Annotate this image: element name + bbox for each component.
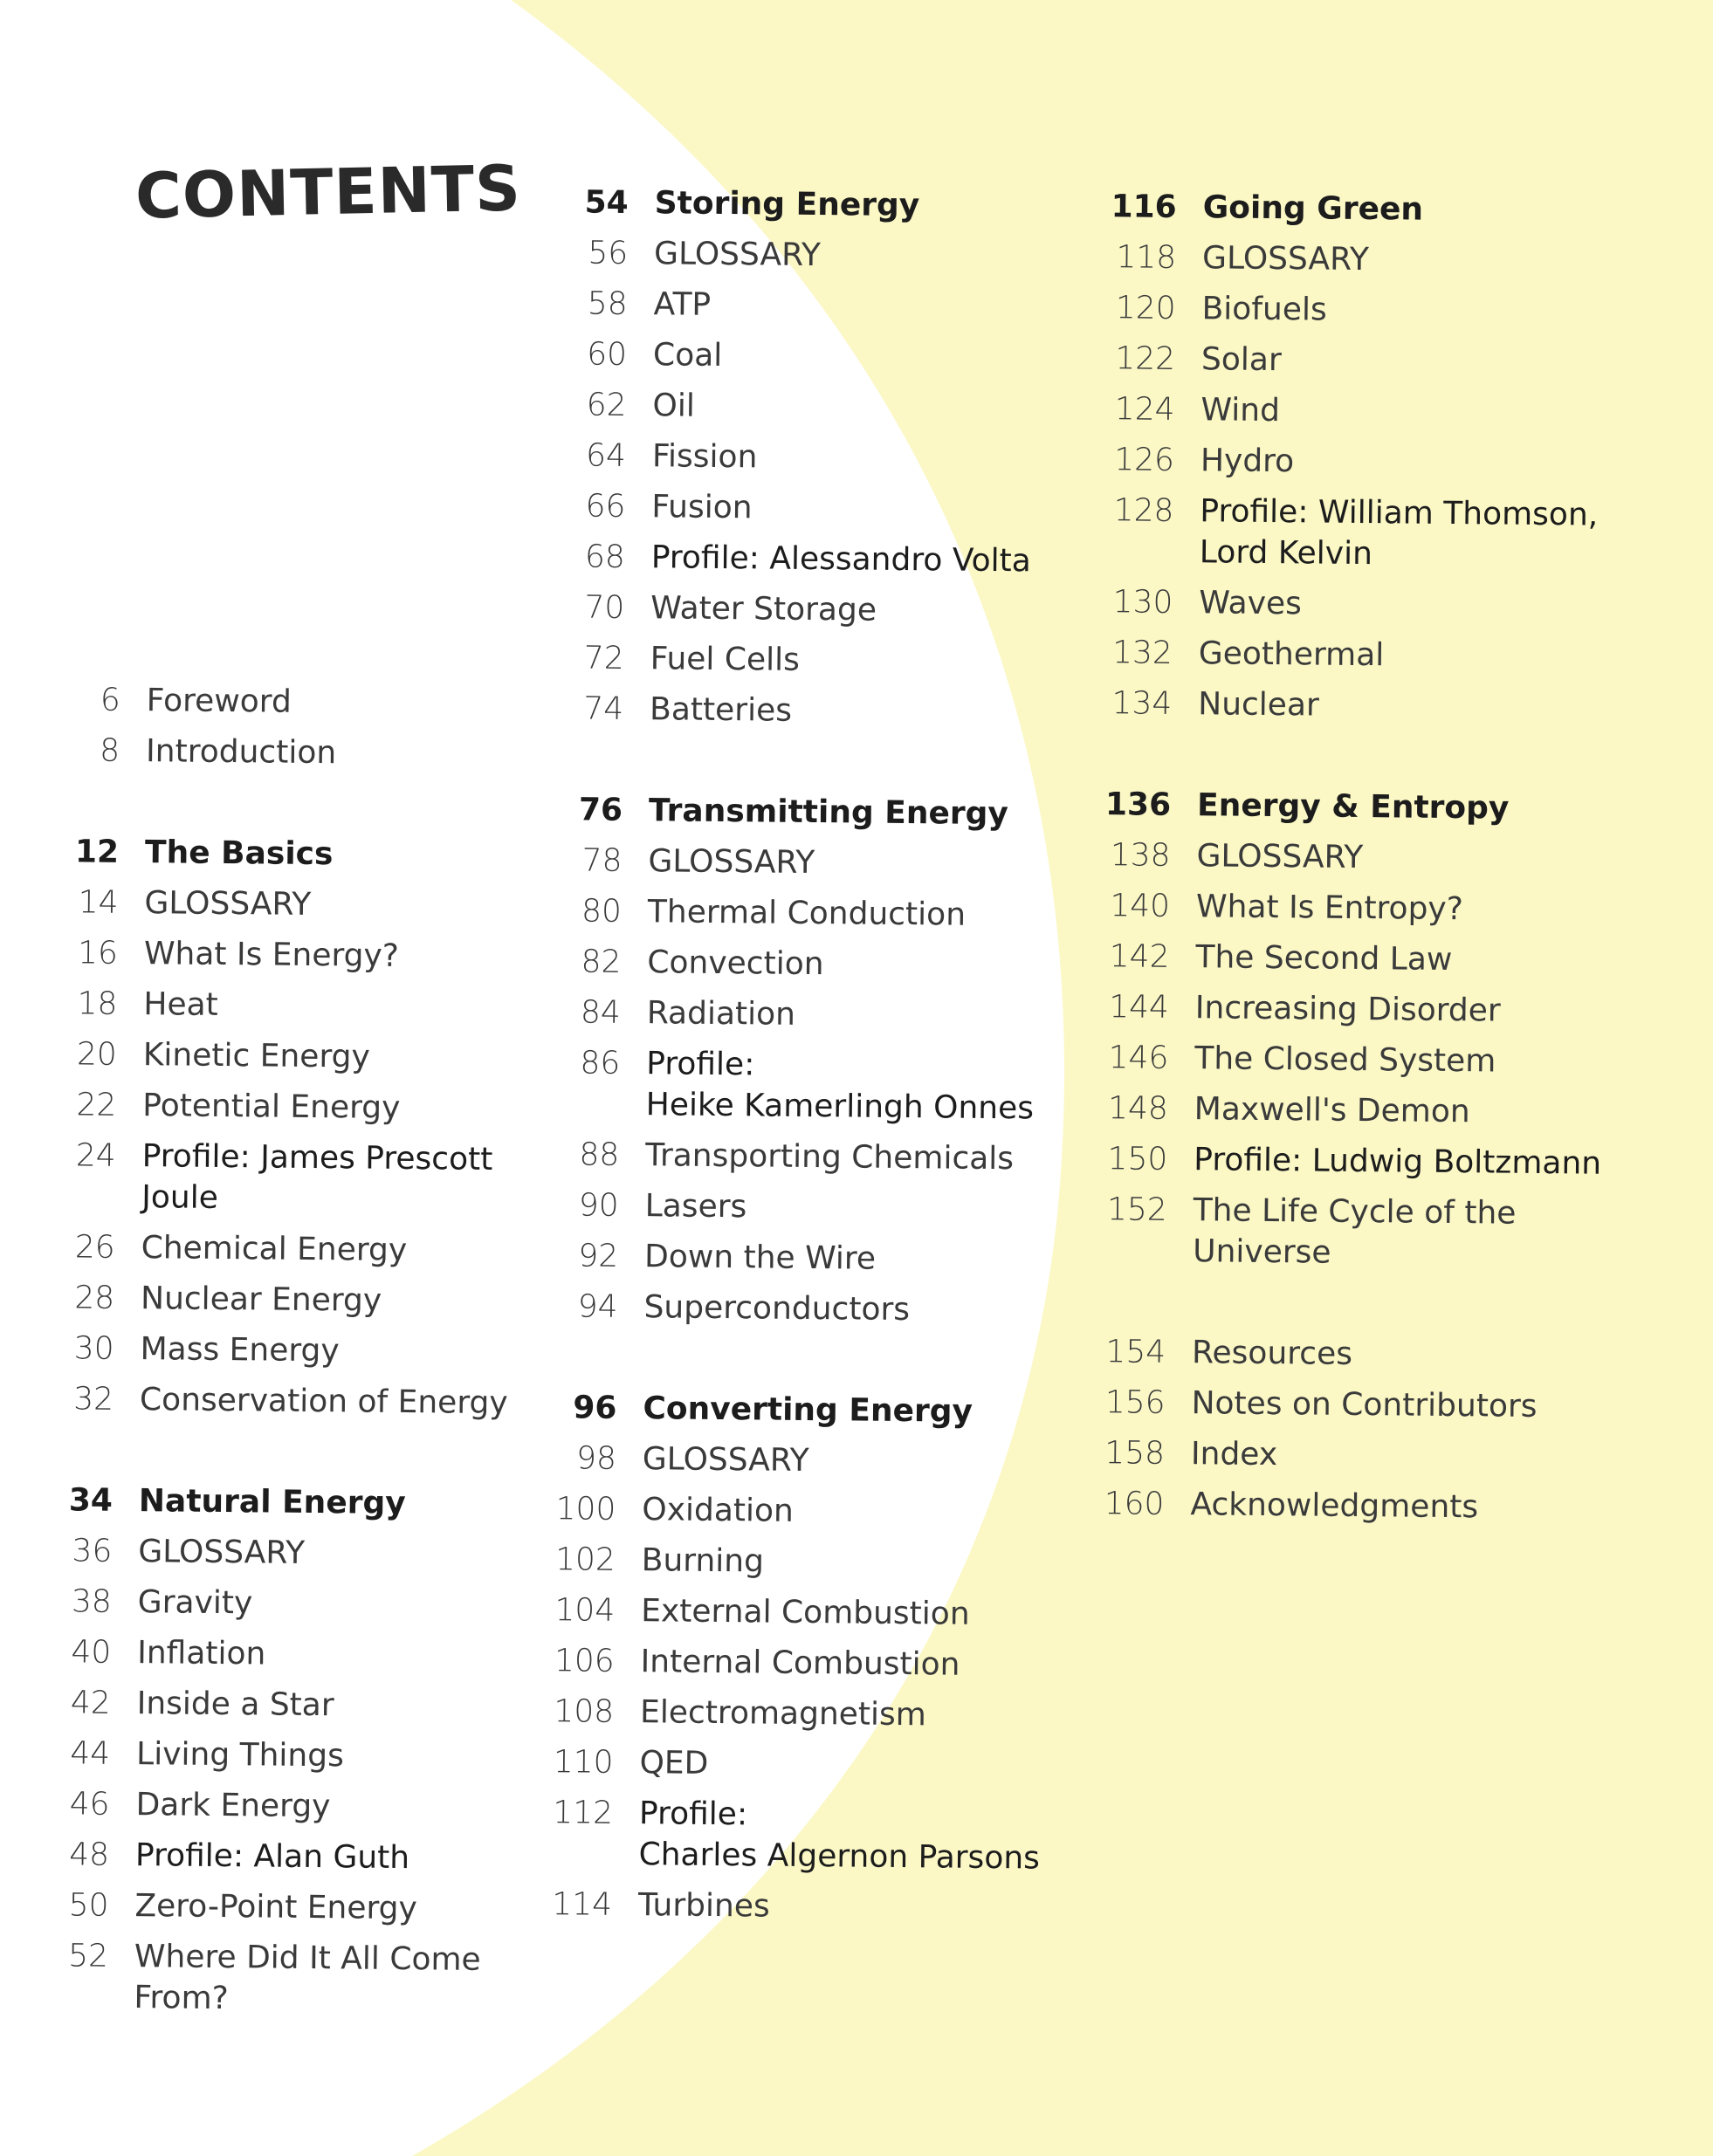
- entry-title: Profile: Alessandro Volta: [650, 539, 1032, 579]
- page-number: 148: [1107, 1089, 1168, 1127]
- toc-entry[interactable]: [1090, 333, 1621, 388]
- toc-entry[interactable]: [539, 581, 1123, 637]
- entry-title: Profile: Ludwig Boltzmann: [1194, 1141, 1602, 1182]
- toc-section-heading[interactable]: [542, 176, 1126, 232]
- page-number: 160: [1104, 1485, 1165, 1522]
- page-number: 56: [588, 234, 629, 271]
- toc-entry[interactable]: [1086, 677, 1618, 733]
- entry-title: Nuclear: [1198, 685, 1320, 724]
- entry-title: Going Green: [1202, 189, 1424, 228]
- entry-title: Natural Energy: [138, 1482, 406, 1521]
- toc-entry[interactable]: [1083, 1032, 1614, 1088]
- page-number: 128: [1113, 491, 1174, 529]
- page-number: 150: [1107, 1140, 1168, 1178]
- toc-entry[interactable]: [536, 885, 1120, 941]
- entry-title: The Basics: [144, 834, 334, 872]
- toc-entry[interactable]: [538, 683, 1122, 738]
- toc-entry[interactable]: [526, 1787, 1111, 1884]
- entry-title: What Is Energy?: [143, 935, 400, 974]
- page-number: 12: [74, 833, 120, 870]
- toc-entry[interactable]: [540, 429, 1125, 485]
- page-number: 94: [577, 1287, 618, 1325]
- toc-section-heading[interactable]: [531, 1382, 1115, 1438]
- toc-entry[interactable]: [33, 1677, 521, 1732]
- toc-section-heading[interactable]: [537, 784, 1121, 840]
- toc-entry[interactable]: [40, 1028, 528, 1083]
- toc-entry[interactable]: [1082, 1133, 1613, 1189]
- entry-title: Solar: [1200, 340, 1282, 378]
- entry-title: GLOSSARY: [653, 235, 822, 273]
- entry-title: Index: [1190, 1435, 1278, 1473]
- toc-entry[interactable]: [529, 1584, 1113, 1640]
- toc-column-2: [526, 176, 1126, 1985]
- page-number: 122: [1115, 340, 1176, 377]
- toc-section: [532, 784, 1120, 1336]
- entry-title: Fission: [651, 437, 758, 475]
- entry-title: Profile: William Thomson, Lord Kelvin: [1199, 492, 1599, 572]
- entry-title: Superconductors: [643, 1288, 911, 1328]
- entry-title: Transporting Chemicals: [645, 1136, 1015, 1177]
- toc-entry[interactable]: [35, 1525, 523, 1580]
- toc-entry[interactable]: [39, 1079, 527, 1134]
- entry-title: Wind: [1200, 391, 1281, 429]
- toc-entry[interactable]: [536, 834, 1120, 890]
- entry-title: Storing Energy: [654, 184, 920, 223]
- page-number: 6: [100, 682, 120, 718]
- entry-title: Transmitting Energy: [648, 792, 1009, 832]
- page-number: 96: [573, 1389, 617, 1426]
- toc-entry[interactable]: [43, 674, 531, 729]
- toc-section: [526, 1382, 1115, 1934]
- page-number: 130: [1112, 583, 1173, 621]
- page-number: 48: [69, 1836, 110, 1873]
- entry-title: Energy & Entropy: [1196, 786, 1510, 827]
- page-number: 116: [1111, 188, 1177, 225]
- page-title: CONTENTS: [134, 151, 522, 233]
- toc-entry[interactable]: [531, 1432, 1115, 1488]
- page-number: 118: [1116, 238, 1177, 276]
- entry-title: Fuel Cells: [650, 640, 801, 678]
- toc-entry[interactable]: [32, 1829, 520, 1884]
- toc-entry[interactable]: [43, 724, 531, 779]
- toc-entry[interactable]: [527, 1736, 1111, 1792]
- page-number: 124: [1114, 390, 1175, 428]
- toc-entry[interactable]: [1087, 627, 1619, 683]
- entry-title: Water Storage: [650, 589, 877, 628]
- toc-entry[interactable]: [528, 1686, 1112, 1741]
- page-number: 78: [581, 841, 623, 879]
- page-number: 66: [585, 487, 626, 525]
- entry-title: Biofuels: [1201, 290, 1327, 328]
- toc-entry[interactable]: [526, 1878, 1111, 1934]
- toc-entry[interactable]: [1078, 1478, 1610, 1534]
- page-number: 114: [552, 1885, 613, 1923]
- page-number: 132: [1111, 634, 1173, 671]
- page-number: 90: [578, 1186, 619, 1224]
- page-number: 58: [587, 285, 628, 322]
- entry-title: Internal Combustion: [640, 1643, 960, 1683]
- page-number: 110: [553, 1743, 614, 1781]
- page-number: 28: [74, 1279, 115, 1316]
- page-number: 20: [76, 1035, 118, 1073]
- page-number: 70: [584, 588, 625, 626]
- toc-entry[interactable]: [538, 632, 1122, 688]
- toc-entry[interactable]: [533, 1129, 1118, 1184]
- toc-entry[interactable]: [534, 1037, 1118, 1134]
- entry-title: Radiation: [646, 994, 796, 1033]
- page-number: 88: [579, 1136, 620, 1173]
- toc-entry[interactable]: [37, 1373, 525, 1428]
- toc-entry[interactable]: [1084, 829, 1616, 885]
- page-number: 92: [578, 1237, 619, 1274]
- toc-entry[interactable]: [40, 978, 528, 1033]
- toc-section: [1078, 1326, 1611, 1534]
- toc-section: [1086, 181, 1622, 733]
- toc-section-heading[interactable]: [42, 826, 530, 881]
- entry-title: Converting Energy: [643, 1390, 973, 1430]
- toc-section-heading[interactable]: [1085, 779, 1617, 834]
- page-number: 14: [78, 883, 119, 921]
- page-number: 82: [581, 943, 622, 980]
- toc-entry[interactable]: [1079, 1377, 1611, 1432]
- entry-title: GLOSSARY: [1201, 239, 1370, 278]
- toc-entry[interactable]: [31, 1879, 519, 1934]
- entry-title: Resources: [1191, 1334, 1353, 1372]
- toc-entry[interactable]: [528, 1635, 1112, 1691]
- entry-title: Where Did It All Come From?: [134, 1938, 481, 2016]
- toc-entry[interactable]: [1079, 1427, 1611, 1483]
- toc-column-3: [1078, 181, 1622, 1584]
- page-number: 152: [1106, 1191, 1167, 1228]
- toc-entry[interactable]: [32, 1778, 520, 1833]
- page-number: 142: [1109, 937, 1170, 975]
- page-number: 64: [585, 436, 627, 474]
- page-number: 134: [1111, 684, 1173, 722]
- entry-title: Profile: Charles Algernon Parsons: [638, 1795, 1041, 1877]
- toc-entry[interactable]: [541, 328, 1125, 384]
- page-number: 144: [1109, 988, 1170, 1026]
- entry-title: Zero-Point Energy: [134, 1887, 418, 1926]
- toc-entry[interactable]: [41, 927, 529, 982]
- toc-entry[interactable]: [535, 936, 1119, 992]
- toc-entry[interactable]: [535, 986, 1119, 1042]
- toc-entry[interactable]: [532, 1281, 1116, 1336]
- page-number: 136: [1104, 786, 1172, 823]
- page-number: 126: [1114, 441, 1175, 478]
- entry-title: Mass Energy: [140, 1330, 340, 1369]
- page-number: 76: [578, 791, 623, 828]
- entry-title: Dark Energy: [135, 1786, 331, 1824]
- entry-title: Burning: [641, 1541, 765, 1580]
- page-number: 40: [71, 1633, 112, 1671]
- toc-entry[interactable]: [31, 1930, 519, 2026]
- entry-title: Oxidation: [642, 1491, 795, 1529]
- entry-title: Kinetic Energy: [142, 1036, 370, 1075]
- toc-entry[interactable]: [38, 1221, 526, 1276]
- page-number: 108: [554, 1693, 615, 1730]
- toc-entry[interactable]: [533, 1230, 1117, 1286]
- entry-title: GLOSSARY: [648, 842, 815, 881]
- entry-title: Fusion: [651, 488, 753, 525]
- toc-entry[interactable]: [1090, 282, 1621, 338]
- entry-title: Increasing Disorder: [1194, 989, 1501, 1029]
- entry-title: Profile: Heike Kamerlingh Onnes: [645, 1045, 1035, 1126]
- toc-entry[interactable]: [541, 278, 1125, 333]
- entry-title: GLOSSARY: [1196, 837, 1364, 875]
- entry-title: GLOSSARY: [144, 884, 312, 923]
- entry-title: Conservation of Energy: [139, 1381, 508, 1421]
- entry-title: External Combustion: [641, 1592, 970, 1632]
- entry-title: Heat: [143, 985, 218, 1023]
- entry-title: Geothermal: [1198, 635, 1385, 673]
- entry-title: Lasers: [644, 1187, 747, 1225]
- entry-title: The Life Cycle of the Universe: [1193, 1191, 1517, 1271]
- page-number: 52: [67, 1937, 109, 1974]
- entry-title: Profile: James Prescott Joule: [141, 1137, 493, 1216]
- toc-entry[interactable]: [542, 227, 1126, 283]
- page-number: 80: [581, 892, 623, 930]
- toc-entry[interactable]: [38, 1272, 526, 1327]
- page-number: 106: [554, 1642, 615, 1679]
- page-number: 62: [586, 386, 627, 423]
- toc-entry[interactable]: [1089, 434, 1620, 490]
- toc-entry[interactable]: [530, 1483, 1114, 1539]
- page-number: 100: [555, 1490, 616, 1528]
- page-number: 54: [584, 183, 629, 221]
- toc-section: [31, 1474, 523, 2026]
- toc-section: [43, 674, 531, 779]
- toc-column-1: [31, 674, 531, 2077]
- toc-entry[interactable]: [540, 531, 1124, 587]
- entry-title: Convection: [647, 944, 824, 982]
- page-number: 120: [1115, 289, 1176, 326]
- page-number: 38: [71, 1583, 112, 1620]
- toc-entry[interactable]: [1089, 383, 1620, 439]
- toc-entry[interactable]: [35, 1576, 523, 1631]
- entry-title: Foreword: [146, 682, 292, 720]
- toc-entry[interactable]: [1090, 231, 1622, 287]
- entry-title: Nuclear Energy: [140, 1280, 382, 1319]
- entry-title: The Closed System: [1194, 1040, 1496, 1079]
- toc-entry[interactable]: [41, 876, 529, 931]
- entry-title: Notes on Contributors: [1191, 1384, 1538, 1425]
- entry-title: Coal: [652, 336, 723, 374]
- page-number: 154: [1105, 1333, 1166, 1370]
- page-number: 102: [554, 1541, 616, 1578]
- toc-entry[interactable]: [1084, 880, 1616, 936]
- page-number: 32: [73, 1380, 114, 1418]
- entry-title: Chemical Energy: [141, 1229, 408, 1268]
- page-number: 8: [100, 732, 120, 769]
- entry-title: Electromagnetism: [639, 1693, 927, 1733]
- toc-entry[interactable]: [540, 379, 1125, 435]
- page-number: 30: [73, 1329, 114, 1367]
- entry-title: Acknowledgments: [1190, 1486, 1479, 1525]
- toc-entry[interactable]: [38, 1129, 526, 1226]
- page-number: 26: [74, 1228, 115, 1266]
- page-number: 68: [584, 538, 626, 575]
- toc-entry[interactable]: [37, 1322, 525, 1377]
- page-number: 16: [77, 934, 119, 972]
- entry-title: Profile: Alan Guth: [134, 1837, 410, 1876]
- page-number: 140: [1110, 887, 1171, 924]
- page-number: 74: [583, 690, 624, 727]
- page-number: 60: [587, 335, 628, 373]
- entry-title: Oil: [652, 387, 696, 424]
- entry-title: Down the Wire: [643, 1238, 877, 1277]
- toc-entry[interactable]: [1081, 1184, 1613, 1281]
- page-number: 24: [75, 1136, 116, 1174]
- entry-title: Waves: [1199, 584, 1303, 621]
- page-number: 146: [1108, 1039, 1169, 1076]
- entry-title: ATP: [653, 285, 712, 323]
- entry-title: Gravity: [137, 1583, 253, 1621]
- entry-title: GLOSSARY: [138, 1533, 306, 1571]
- entry-title: The Second Law: [1195, 938, 1453, 978]
- toc-section: [1081, 779, 1616, 1281]
- toc-entry[interactable]: [1088, 484, 1620, 581]
- entry-title: Thermal Conduction: [647, 893, 967, 933]
- toc-section: [37, 826, 530, 1428]
- toc-entry[interactable]: [1080, 1326, 1612, 1382]
- page-number: 18: [77, 985, 118, 1022]
- page-number: 42: [70, 1684, 111, 1721]
- entry-title: Potential Energy: [142, 1087, 401, 1126]
- toc-section-heading[interactable]: [36, 1474, 524, 1529]
- entry-title: Inflation: [137, 1634, 266, 1672]
- page-number: 22: [76, 1086, 117, 1123]
- toc-section: [538, 176, 1126, 738]
- page-number: 72: [583, 639, 624, 676]
- toc-entry[interactable]: [1084, 930, 1615, 986]
- page-number: 112: [553, 1794, 614, 1831]
- page-number: 34: [68, 1481, 114, 1519]
- page-number: 104: [554, 1591, 616, 1629]
- entry-title: Batteries: [649, 690, 793, 729]
- page-number: 44: [70, 1734, 111, 1772]
- page-number: 156: [1104, 1384, 1166, 1421]
- toc-entry[interactable]: [533, 1179, 1117, 1235]
- entry-title: Introduction: [145, 732, 337, 771]
- page-number: 98: [575, 1439, 617, 1477]
- page-number: 36: [72, 1532, 113, 1569]
- entry-title: What Is Entropy?: [1195, 888, 1464, 927]
- entry-title: Living Things: [135, 1735, 345, 1774]
- page-number: 86: [580, 1044, 621, 1081]
- toc-entry[interactable]: [1087, 576, 1619, 632]
- entry-title: Maxwell's Demon: [1194, 1090, 1470, 1129]
- page-number: 84: [580, 993, 622, 1031]
- toc-entry[interactable]: [33, 1727, 521, 1782]
- page-number: 158: [1104, 1434, 1166, 1472]
- entry-title: Hydro: [1200, 442, 1295, 479]
- toc-section-heading[interactable]: [1090, 181, 1622, 237]
- page-number: 46: [69, 1785, 110, 1823]
- toc-entry[interactable]: [1084, 981, 1615, 1037]
- page-number: 50: [68, 1886, 109, 1924]
- entry-title: Inside a Star: [136, 1685, 334, 1723]
- toc-entry[interactable]: [34, 1626, 522, 1681]
- entry-title: Turbines: [637, 1886, 770, 1925]
- entry-title: GLOSSARY: [642, 1440, 809, 1479]
- entry-title: QED: [639, 1744, 709, 1782]
- toc-entry[interactable]: [530, 1534, 1114, 1590]
- page-number: 138: [1110, 836, 1171, 874]
- toc-entry[interactable]: [540, 480, 1124, 536]
- toc-entry[interactable]: [1083, 1082, 1614, 1138]
